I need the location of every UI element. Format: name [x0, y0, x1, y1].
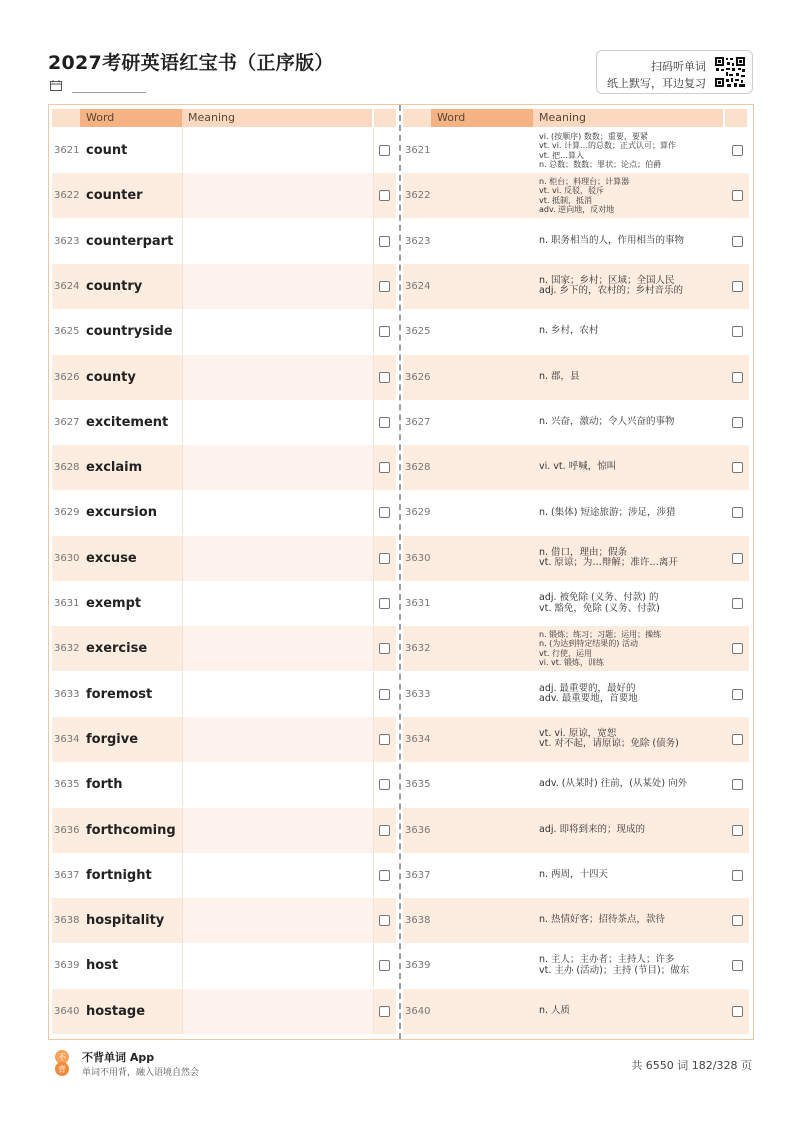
word-number: 3628: [405, 462, 431, 474]
meaning-cell: [533, 355, 719, 400]
meaning-text: n. 国家；乡村；区域；全国人民 adj. 乡下的，农村的；乡村音乐的: [539, 274, 684, 297]
word-row: [52, 989, 396, 1034]
word-number: 3638: [54, 915, 80, 927]
checkbox[interactable]: [732, 553, 743, 564]
qr-caption-2: 纸上默写，耳边复习: [607, 77, 706, 90]
meaning-cell: [533, 264, 719, 309]
qr-caption-1: 扫码听单词: [651, 60, 706, 73]
qr-code-icon: [714, 56, 746, 88]
meaning-text: n. 人质: [539, 1004, 571, 1016]
meaning-row: [403, 717, 749, 762]
checkbox[interactable]: [379, 326, 390, 337]
word-number: 3626: [405, 371, 431, 383]
checkbox[interactable]: [379, 915, 390, 926]
checkbox[interactable]: [732, 734, 743, 745]
meaning-blank: [182, 943, 374, 988]
checkbox[interactable]: [732, 281, 743, 292]
word-number: 3630: [405, 552, 431, 564]
checkbox[interactable]: [732, 145, 743, 156]
meaning-row: [403, 626, 749, 671]
checkbox[interactable]: [379, 236, 390, 247]
checkbox[interactable]: [732, 462, 743, 473]
word-number: 3634: [54, 733, 80, 745]
word-text: forthcoming: [86, 822, 176, 838]
word-number: 3633: [405, 688, 431, 700]
word-text: excursion: [86, 505, 157, 521]
meaning-row: [403, 445, 749, 490]
meaning-cell: [533, 173, 719, 218]
word-number: 3621: [54, 145, 80, 156]
page-title: 2027考研英语红宝书（正序版）: [48, 52, 334, 74]
checkbox[interactable]: [732, 417, 743, 428]
word-row: [52, 943, 396, 988]
word-number: 3628: [54, 462, 80, 474]
meaning-text: vi. vt. 呼喊，惊叫: [539, 461, 617, 473]
word-number: 3636: [405, 824, 431, 836]
word-column-header: [52, 109, 396, 127]
checkbox[interactable]: [379, 417, 390, 428]
word-number: 3637: [405, 869, 431, 881]
checkbox[interactable]: [379, 462, 390, 473]
checkbox[interactable]: [379, 553, 390, 564]
checkbox[interactable]: [732, 689, 743, 700]
meaning-text: n. 主人；主办者；主持人；许多 vt. 主办 (活动)；主持 (节目)；做东: [539, 954, 690, 976]
word-number: 3627: [54, 416, 80, 428]
meaning-row: [403, 536, 749, 581]
meaning-text: vi. (按顺序) 数数；重要，要紧 vt. vi. 计算…的总数；正式认可；算作 vt. 把…算入 n. 总数；数数；罪状；论点；伯爵: [539, 131, 676, 169]
meaning-blank: [182, 762, 374, 807]
word-number: 3635: [54, 779, 80, 791]
meaning-blank: [182, 264, 374, 309]
word-row: [52, 400, 396, 445]
meaning-text: adj. 被免除 (义务、付款) 的 vt. 豁免，免除 (义务、付款): [539, 592, 660, 614]
meaning-text: n. 乡村，农村: [539, 325, 599, 337]
page-info: 共 6550 词 182/328 页: [631, 1059, 752, 1072]
word-text: forgive: [86, 731, 139, 747]
meaning-text: vt. vi. 原谅，宽恕 vt. 对不起，请原谅；免除 (债务): [539, 727, 679, 750]
meaning-row: [403, 309, 749, 354]
checkbox[interactable]: [732, 779, 743, 790]
meaning-row: [403, 400, 749, 445]
meaning-cell: [533, 853, 719, 898]
app-logo-icon: [52, 1050, 72, 1076]
meaning-cell: [533, 536, 719, 581]
word-number: 3630: [54, 552, 80, 564]
checkbox[interactable]: [732, 372, 743, 383]
meaning-row: [403, 989, 749, 1034]
qr-card: [596, 50, 753, 94]
word-header: Word: [86, 111, 115, 124]
word-number: 3632: [54, 643, 80, 655]
app-slogan: 单词不用背，融入语境自然会: [82, 1068, 200, 1078]
word-text: county: [86, 369, 136, 385]
meaning-text: n. 锻炼；练习；习题；运用；操练 n. (为达到特定结果的) 活动 vt. 行使，运用 vi. vt. 锻炼，训练: [539, 629, 662, 668]
word-text: counter: [86, 188, 143, 204]
word-row: [52, 173, 396, 218]
checkbox[interactable]: [379, 145, 390, 156]
word-number: 3636: [54, 824, 80, 836]
word-number: 3637: [54, 869, 80, 881]
meaning-row: [403, 173, 749, 218]
word-number: 3624: [54, 280, 80, 292]
word-text: fortnight: [86, 867, 152, 883]
meaning-cell: [533, 808, 719, 853]
checkbox[interactable]: [732, 643, 743, 654]
meaning-blank: [182, 400, 374, 445]
checkbox[interactable]: [732, 915, 743, 926]
word-number: 3635: [405, 779, 431, 791]
word-row: [52, 672, 396, 717]
word-row: [52, 626, 396, 671]
checkbox[interactable]: [732, 507, 743, 518]
meaning-cell: [533, 490, 719, 535]
meaning-header: Meaning: [539, 111, 586, 124]
word-number: 3634: [405, 733, 431, 745]
word-number: 3623: [54, 235, 80, 247]
word-number: 3640: [405, 1005, 431, 1017]
word-row: [52, 219, 396, 264]
word-row: [52, 717, 396, 762]
meaning-blank: [182, 490, 374, 535]
word-number: 3631: [405, 598, 431, 609]
date-field: [50, 78, 150, 94]
meaning-blank: [182, 989, 374, 1034]
word-row: [52, 762, 396, 807]
word-row: [52, 898, 396, 943]
svg-text:背: 背: [58, 1065, 66, 1074]
word-number: 3640: [54, 1005, 80, 1017]
word-number: 3622: [54, 190, 80, 202]
date-underline: [72, 92, 146, 93]
meaning-cell: [533, 898, 719, 943]
meaning-row: [403, 672, 749, 717]
checkbox[interactable]: [732, 870, 743, 881]
checkbox[interactable]: [732, 326, 743, 337]
meaning-cell: [533, 581, 719, 626]
checkbox[interactable]: [379, 825, 390, 836]
meaning-header: Meaning: [188, 111, 235, 124]
app-name: 不背单词 App: [82, 1051, 155, 1064]
meaning-column: [403, 105, 749, 1039]
word-number: 3629: [54, 507, 80, 519]
word-text: counterpart: [86, 233, 174, 249]
word-row: [52, 536, 396, 581]
meaning-text: n. 借口，理由；假条 vt. 原谅；为…辩解；准许…离开: [539, 546, 678, 569]
meaning-blank: [182, 626, 374, 671]
checkbox[interactable]: [379, 960, 390, 971]
meaning-text: n. 郡，县: [539, 370, 580, 382]
meaning-cell: [533, 672, 719, 717]
meaning-cell: [533, 400, 719, 445]
word-number: 3633: [54, 688, 80, 700]
word-row: [52, 581, 396, 626]
meaning-blank: [182, 898, 374, 943]
meaning-text: adv. (从某时) 往前，(从某处) 向外: [539, 778, 688, 790]
word-text: excuse: [86, 550, 137, 566]
meaning-blank: [182, 219, 374, 264]
meaning-text: n. 两周，十四天: [539, 869, 609, 881]
word-text: hostage: [86, 1003, 146, 1019]
meaning-cell: [533, 717, 719, 762]
fold-divider: [399, 105, 401, 1039]
meaning-cell: [533, 445, 719, 490]
word-number: 3624: [405, 280, 431, 292]
word-row: [52, 445, 396, 490]
meaning-blank: [182, 536, 374, 581]
checkbox[interactable]: [379, 190, 390, 201]
meaning-cell: [533, 309, 719, 354]
checkbox[interactable]: [732, 598, 743, 609]
meaning-cell: [533, 626, 719, 671]
word-row: [52, 853, 396, 898]
meaning-row: [403, 490, 749, 535]
meaning-cell: [533, 128, 719, 173]
word-text: countryside: [86, 324, 173, 340]
word-number: 3626: [54, 371, 80, 383]
word-header: Word: [437, 111, 466, 124]
meaning-row: [403, 128, 749, 173]
word-number: 3625: [54, 326, 80, 338]
meaning-blank: [182, 128, 374, 173]
meaning-cell: [533, 219, 719, 264]
word-number: 3622: [405, 190, 431, 202]
word-row: [52, 808, 396, 853]
word-row: [52, 264, 396, 309]
meaning-row: [403, 355, 749, 400]
word-number: 3627: [405, 416, 431, 428]
checkbox[interactable]: [732, 190, 743, 201]
meaning-blank: [182, 581, 374, 626]
meaning-text: n. 职务相当的人，作用相当的事物: [539, 234, 685, 246]
checkbox[interactable]: [379, 281, 390, 292]
meaning-blank: [182, 173, 374, 218]
meaning-blank: [182, 445, 374, 490]
word-text: forth: [86, 777, 123, 793]
meaning-text: n. (集体) 短途旅游；涉足，涉猎: [539, 506, 676, 518]
meaning-row: [403, 808, 749, 853]
meaning-blank: [182, 672, 374, 717]
word-number: 3625: [405, 326, 431, 338]
word-number: 3629: [405, 507, 431, 519]
word-number: 3639: [54, 960, 80, 972]
word-number: 3639: [405, 960, 431, 972]
checkbox[interactable]: [732, 1006, 743, 1017]
meaning-row: [403, 853, 749, 898]
meaning-row: [403, 898, 749, 943]
meaning-blank: [182, 309, 374, 354]
meaning-row: [403, 762, 749, 807]
word-number: 3632: [405, 643, 431, 655]
word-row: [52, 309, 396, 354]
word-text: count: [86, 143, 128, 158]
meaning-column-header: [403, 109, 749, 127]
word-text: exclaim: [86, 460, 143, 476]
meaning-row: [403, 219, 749, 264]
meaning-blank: [182, 355, 374, 400]
word-text: exempt: [86, 596, 142, 611]
checkbox[interactable]: [379, 689, 390, 700]
checkbox[interactable]: [379, 734, 390, 745]
word-number: 3638: [405, 915, 431, 927]
word-number: 3623: [405, 235, 431, 247]
meaning-row: [403, 581, 749, 626]
vocab-sheet: [48, 104, 754, 1040]
word-row: [52, 490, 396, 535]
meaning-text: adj. 最重要的，最好的 adv. 最重要地，首要地: [539, 682, 638, 705]
word-row: [52, 355, 396, 400]
checkbox[interactable]: [379, 779, 390, 790]
checkbox[interactable]: [379, 507, 390, 518]
meaning-row: [403, 943, 749, 988]
checkbox[interactable]: [379, 598, 390, 609]
calendar-icon: [50, 80, 62, 91]
svg-text:不: 不: [58, 1053, 66, 1062]
meaning-text: n. 兴奋，激动；令人兴奋的事物: [539, 416, 675, 428]
checkbox[interactable]: [379, 1006, 390, 1017]
word-text: country: [86, 278, 143, 294]
checkbox[interactable]: [379, 870, 390, 881]
meaning-text: n. 柜台；料理台；计算器 vt. vi. 反驳，驳斥 vt. 抵制，抵消 adv. 逆向地，反对地: [539, 176, 630, 215]
meaning-text: n. 热情好客；招待茶点，款待: [539, 914, 666, 926]
word-text: foremost: [86, 686, 153, 702]
word-text: exercise: [86, 641, 148, 657]
checkbox[interactable]: [732, 960, 743, 971]
word-text: excitement: [86, 414, 169, 430]
checkbox[interactable]: [379, 372, 390, 383]
word-text: host: [86, 958, 119, 974]
word-number: 3621: [405, 145, 431, 156]
checkbox[interactable]: [732, 236, 743, 247]
meaning-cell: [533, 762, 719, 807]
word-column: [52, 105, 396, 1039]
meaning-cell: [533, 989, 719, 1034]
word-row: [52, 128, 396, 173]
checkbox[interactable]: [379, 643, 390, 654]
checkbox[interactable]: [732, 825, 743, 836]
meaning-blank: [182, 717, 374, 762]
meaning-blank: [182, 853, 374, 898]
meaning-blank: [182, 808, 374, 853]
meaning-row: [403, 264, 749, 309]
meaning-cell: [533, 943, 719, 988]
meaning-text: adj. 即将到来的；现成的: [539, 823, 646, 835]
word-text: hospitality: [86, 913, 165, 929]
word-number: 3631: [54, 598, 80, 609]
